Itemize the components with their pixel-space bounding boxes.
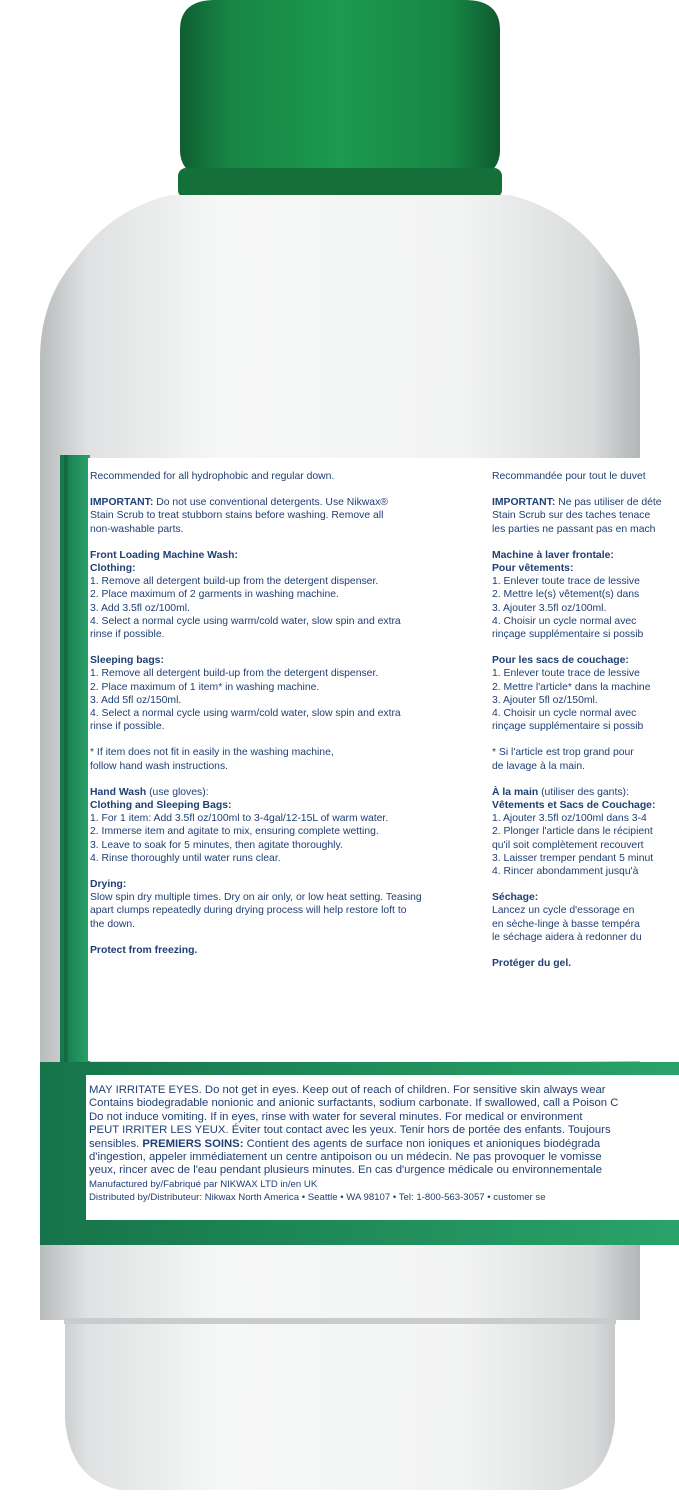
footnote [492, 746, 679, 772]
intro-text: Recommandée pour tout le duvet [492, 471, 646, 482]
sleeping-bags-section [492, 654, 679, 733]
first-aid-label: PREMIERS SOINS: [142, 1137, 244, 1150]
section-title: Front Loading Machine Wash: [90, 549, 238, 561]
bottle-shoulder [40, 195, 640, 460]
subsection-title: Clothing: [90, 563, 136, 575]
label-french [492, 470, 679, 1030]
step-line: 3. Ajouter 5fl oz/150ml. [492, 694, 598, 706]
label-english [90, 470, 490, 1030]
step-line: 3. Laisser tremper pendant 5 minut [492, 852, 654, 864]
important-section [90, 496, 490, 536]
step-line: 1. Remove all detergent build-up from the detergent dispenser. [90, 576, 379, 588]
step-line: 2. Place maximum of 1 item* in washing machine. [90, 681, 320, 693]
important-line: Ne pas utiliser de déte [558, 497, 662, 509]
section-title: Machine à laver frontale: [492, 549, 614, 561]
section-title: Séchage: [492, 892, 539, 904]
step-line: 3. Ajouter 3.5fl oz/100ml. [492, 602, 607, 614]
warning-line: MAY IRRITATE EYES. Do not get in eyes. Keep out of reach of children. For sensitive skin always wear [89, 1084, 606, 1096]
step-line: 1. Enlever toute trace de lessive [492, 576, 640, 588]
step-line: 4. Select a normal cycle using warm/cold water, slow spin and extra [90, 708, 401, 720]
step-line: 2. Mettre le(s) vêtement(s) dans [492, 589, 640, 601]
step-line: 4. Choisir un cycle normal avec [492, 615, 637, 627]
subsection-title: Clothing and Sleeping Bags: [90, 800, 232, 812]
freeze-warning: Protéger du gel. [492, 958, 572, 970]
bottle-base [40, 1245, 640, 1490]
warning-line: Do not induce vomiting. If in eyes, rinse with water for several minutes. For medical or environment [89, 1110, 583, 1123]
subsection-title: Sleeping bags: [90, 655, 164, 667]
step-line: 2. Place maximum of 2 garments in washing machine. [90, 589, 339, 601]
freeze-warning: Protect from freezing. [90, 944, 198, 956]
note-line: de lavage à la main. [492, 760, 585, 772]
footnote [90, 746, 490, 772]
drying-line: le séchage aidera à redonner du [492, 931, 642, 943]
note-line: * If item does not fit in easily in the washing machine, [90, 747, 334, 759]
hand-wash-section [90, 786, 490, 865]
important-line: Do not use conventional detergents. Use Nikwax® [156, 497, 388, 509]
step-line: rinçage supplémentaire si possib [492, 721, 644, 733]
drying-section [492, 891, 679, 944]
warning-line: PEUT IRRITER LES YEUX. Éviter tout contact avec les yeux. Tenir hors de portée des enfants. Toujours [89, 1124, 611, 1137]
step-line: rinçage supplémentaire si possib [492, 629, 644, 641]
machine-section [492, 549, 679, 641]
note-line: follow hand wash instructions. [90, 760, 229, 772]
important-line: Stain Scrub to treat stubborn stains before washing. Remove all [90, 510, 384, 522]
hand-note: (use gloves): [149, 786, 209, 798]
important-line: Stain Scrub sur des taches tenace [492, 510, 651, 522]
warning-line [89, 1138, 679, 1151]
section-title: Drying: [90, 879, 127, 891]
drying-line: en sèche-linge à basse tempéra [492, 918, 640, 930]
subsection-title: Pour vêtements: [492, 563, 574, 575]
step-line: 2. Plonger l'article dans le récipient [492, 826, 653, 838]
important-label: IMPORTANT: [90, 497, 154, 509]
front-loading-section [90, 549, 490, 641]
step-line: qu'il soit complètement recouvert [492, 839, 644, 851]
drying-line: Lancez un cycle d'essorage en [492, 905, 635, 917]
subsection-title: Vêtements et Sacs de Couchage: [492, 800, 656, 812]
manufacturer-line: Manufactured by/Fabriqué par NIKWAX LTD in/en UK [89, 1178, 318, 1190]
note-line: * Si l'article est trop grand pour [492, 747, 634, 759]
warning-line: d'ingestion, appeler immédiatement un centre antipoison ou un médecin. Ne pas provoquer le vomisse [89, 1151, 602, 1164]
drying-line: apart clumps repeatedly during drying process will help restore loft to [90, 905, 407, 917]
step-line: 3. Leave to soak for 5 minutes, then agitate thoroughly. [90, 839, 343, 851]
important-line: les parties ne passant pas en mach [492, 523, 656, 535]
green-cap [178, 0, 502, 198]
drying-section [90, 878, 490, 931]
step-line: 1. Ajouter 3.5fl oz/100ml dans 3-4 [492, 813, 647, 825]
step-line: 4. Rinse thoroughly until water runs clear. [90, 852, 281, 864]
step-line: rinse if possible. [90, 629, 165, 641]
step-line: 4. Choisir un cycle normal avec [492, 708, 637, 720]
step-line: 4. Rincer abondamment jusqu'à [492, 866, 639, 878]
intro-text: Recommended for all hydrophobic and regular down. [90, 471, 335, 482]
safety-warning [89, 1084, 679, 1214]
step-line: 1. Remove all detergent build-up from the detergent dispenser. [90, 668, 379, 680]
step-line: 1. Enlever toute trace de lessive [492, 668, 640, 680]
step-line: rinse if possible. [90, 721, 165, 733]
section-title: Hand Wash [90, 786, 147, 798]
step-line: 2. Immerse item and agitate to mix, ensuring complete wetting. [90, 826, 379, 838]
step-line: 4. Select a normal cycle using warm/cold water, slow spin and extra [90, 615, 401, 627]
drying-line: Slow spin dry multiple times. Dry on air only, or low heat setting. Teasing [90, 892, 422, 904]
section-title: À la main [492, 786, 539, 798]
important-label: IMPORTANT: [492, 497, 556, 509]
drying-line: the down. [90, 918, 136, 930]
warning-text: sensibles. [89, 1137, 140, 1150]
step-line: 1. For 1 item: Add 3.5fl oz/100ml to 3-4gal/12-15L of warm water. [90, 813, 389, 825]
warning-line: Contains biodegradable nonionic and anionic surfactants, sodium carbonate. If swallowed, call a Poison C [89, 1097, 619, 1110]
warning-line: yeux, rincer avec de l'eau pendant plusieurs minutes. En cas d'urgence médicale ou environnementale [89, 1164, 602, 1177]
step-line: 3. Add 5fl oz/150ml. [90, 694, 182, 706]
important-line: non-washable parts. [90, 523, 184, 535]
step-line: 2. Mettre l'article* dans la machine [492, 681, 651, 693]
hand-wash-section [492, 786, 679, 878]
important-section [492, 496, 679, 536]
hand-note: (utiliser des gants): [541, 786, 629, 798]
warning-text: Contient des agents de surface non ioniques et anioniques biodégrada [246, 1137, 601, 1150]
sleeping-bags-section [90, 654, 490, 733]
step-line: 3. Add 3.5fl oz/100ml. [90, 602, 190, 614]
distributor-line: Distributed by/Distributeur: Nikwax North America • Seattle • WA 98107 • Tel: 1-800-563-3057 • customer se [89, 1192, 546, 1204]
subsection-title: Pour les sacs de couchage: [492, 655, 629, 667]
